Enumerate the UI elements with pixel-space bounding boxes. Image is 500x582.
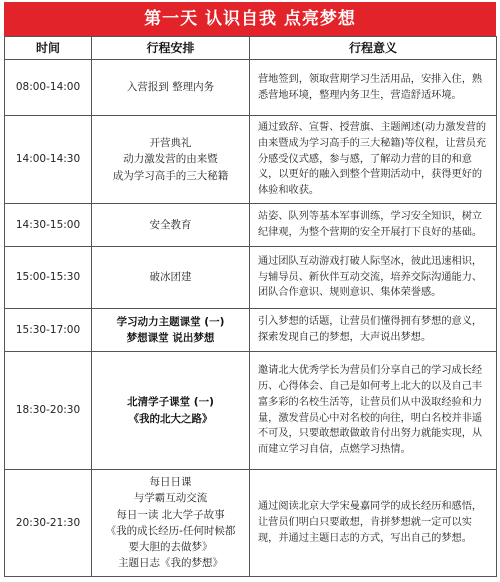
arrangement-line: 主题日志《我的梦想》: [118, 557, 223, 570]
cell-arrangement: [92, 470, 250, 577]
cell-meaning: 引入梦想的话题，让营员们懂得拥有梦想的意义，探索发现自己的梦想，大声说出梦想。: [250, 309, 497, 352]
cell-time: 08:00-14:00: [5, 60, 92, 116]
arrangement-line: 《我的北大之路》: [128, 412, 213, 425]
arrangement-line: 开营典礼: [149, 137, 192, 150]
cell-meaning: 通过阅读北京大学宋曼嘉同学的成长经历和感悟，让营员们明白只要敢想，肯拼梦想就一定可以实现，并通过主题日志的方式，写出自己的梦想。: [250, 470, 497, 577]
cell-arrangement: [92, 247, 250, 309]
arrangement-line: 与学霸互动交流: [133, 492, 208, 505]
table-row: [5, 470, 497, 577]
header-meaning: 行程意义: [250, 37, 497, 60]
arrangement-line: 入营报到 整理内务: [126, 81, 215, 94]
arrangement-line: 成为学习高手的三大秘籍: [112, 169, 229, 182]
cell-arrangement: [92, 352, 250, 470]
cell-meaning: 站姿、队列等基本军事训练，学习安全知识，树立纪律观，为整个营期的安全开展打下良好的基础。: [250, 204, 497, 247]
schedule-document: [4, 2, 496, 578]
cell-arrangement: [92, 60, 250, 116]
arrangement-line: 学习动力主题课堂 (一): [116, 315, 225, 328]
arrangement-line: 要大胆的去做梦》: [128, 541, 213, 554]
cell-meaning: 通过团队互动游戏打破人际坚冰，彼此迅速相识，与辅导员、新伙伴互动交流，培养交际沟通能力、团队合作意识、规则意识、集体荣誉感。: [250, 247, 497, 309]
arrangement-line: 梦想课堂 说出梦想: [126, 332, 215, 345]
header-time: 时间: [5, 37, 92, 60]
cell-time: 14:00-14:30: [5, 116, 92, 204]
cell-arrangement: [92, 116, 250, 204]
arrangement-line: 破冰团建: [149, 271, 192, 284]
cell-time: 20:30-21:30: [5, 470, 92, 577]
table-row: [5, 60, 497, 116]
table-body: [5, 60, 497, 577]
cell-meaning: 邀请北大优秀学长为营员们分享自己的学习成长经历、心得体会、自己是如何考上北大的以及自己丰富多彩的名校生活等，让营员们从中汲取经验和力量，激发营员心中对名校的向往，明白名校并非遥不可及，只要敢想敢做敢肯付出努力就能实现，从而建立学习自信，点燃学习热情。: [250, 352, 497, 470]
arrangement-line: 每日一读 北大学子故事: [116, 508, 225, 521]
table-row: [5, 247, 497, 309]
table-row: [5, 116, 497, 204]
cell-meaning: 营地签到，领取营期学习生活用品，安排入住，熟悉营地环境，整理内务卫生，营造舒适环境。: [250, 60, 497, 116]
cell-arrangement: [92, 309, 250, 352]
arrangement-line: 安全教育: [149, 218, 192, 231]
cell-time: 18:30-20:30: [5, 352, 92, 470]
table-row: [5, 352, 497, 470]
cell-time: 15:30-17:00: [5, 309, 92, 352]
table-header-row: [5, 37, 497, 60]
arrangement-line: 北清学子课堂 (一): [127, 396, 214, 409]
cell-time: 14:30-15:00: [5, 204, 92, 247]
arrangement-line: 每日日课: [149, 476, 192, 489]
cell-arrangement: [92, 204, 250, 247]
cell-meaning: 通过致辞、宣誓、授营旗、主题阐述(动力激发营的由来暨成为学习高手的三大秘籍)等仪程，让营员充分感受仪式感，参与感，了解动力营的目的和意义，以更好的融入到整个营期活动中，获得更好的体验和收获。: [250, 116, 497, 204]
arrangement-line: 动力激发营的由来暨: [123, 153, 218, 166]
table-row: [5, 309, 497, 352]
cell-time: 15:00-15:30: [5, 247, 92, 309]
table-row: [5, 204, 497, 247]
day-title: 第一天 认识自我 点亮梦想: [4, 2, 496, 36]
schedule-table: [4, 36, 497, 577]
header-arrangement: 行程安排: [92, 37, 250, 60]
arrangement-line: 《我的成长经历-任何时候都: [105, 524, 236, 537]
